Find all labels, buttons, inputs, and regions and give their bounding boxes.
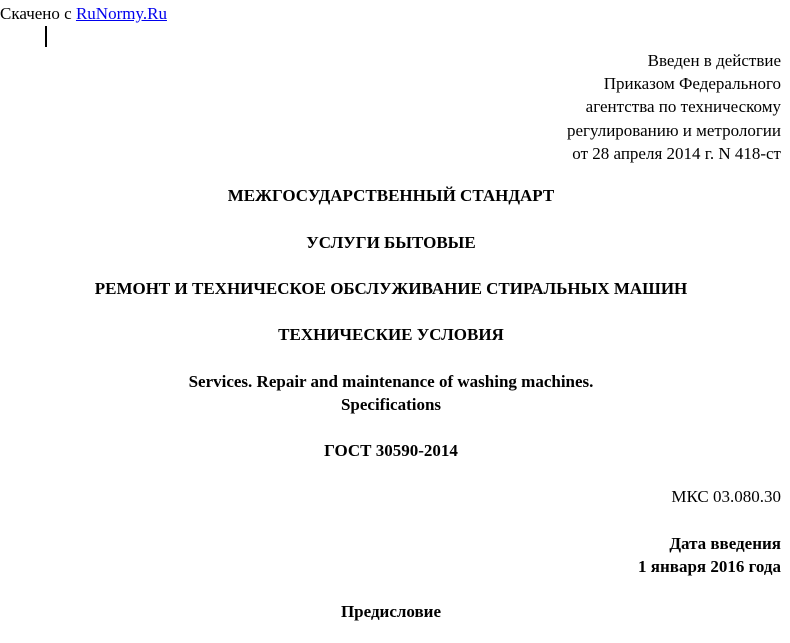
source-line <box>0 4 167 24</box>
title-repair-maintenance: РЕМОНТ И ТЕХНИЧЕСКОЕ ОБСЛУЖИВАНИЕ СТИРАЛЬНЫХ МАШИН <box>94 279 688 298</box>
source-link[interactable]: RuNormy.Ru <box>75 4 167 23</box>
title-technical-conditions: ТЕХНИЧЕСКИЕ УСЛОВИЯ <box>278 325 504 344</box>
english-title-line-2: Specifications <box>340 395 442 414</box>
enacted-line: от 28 апреля 2014 г. N 418-ст <box>572 143 781 163</box>
standard-type-heading: МЕЖГОСУДАРСТВЕННЫЙ СТАНДАРТ <box>227 186 555 205</box>
intro-date-label: Дата введения <box>669 534 781 553</box>
intro-date-value: 1 января 2016 года <box>638 557 781 576</box>
gost-number: ГОСТ 30590-2014 <box>324 441 458 460</box>
title-household-services: УСЛУГИ БЫТОВЫЕ <box>306 233 476 252</box>
enacted-line: Приказом Федерального <box>603 74 781 94</box>
enacted-block <box>567 49 781 165</box>
english-title-line-1: Services. Repair and maintenance of washing machines. <box>188 372 594 391</box>
text-cursor <box>45 26 47 47</box>
enacted-line: регулированию и метрологии <box>566 120 781 140</box>
enacted-line: Введен в действие <box>647 51 781 70</box>
mks-code: МКС 03.080.30 <box>671 487 781 506</box>
source-prefix: Скачено с <box>0 4 76 23</box>
preface-heading: Предисловие <box>340 602 442 621</box>
enacted-line: агентства по техническому <box>585 97 781 117</box>
